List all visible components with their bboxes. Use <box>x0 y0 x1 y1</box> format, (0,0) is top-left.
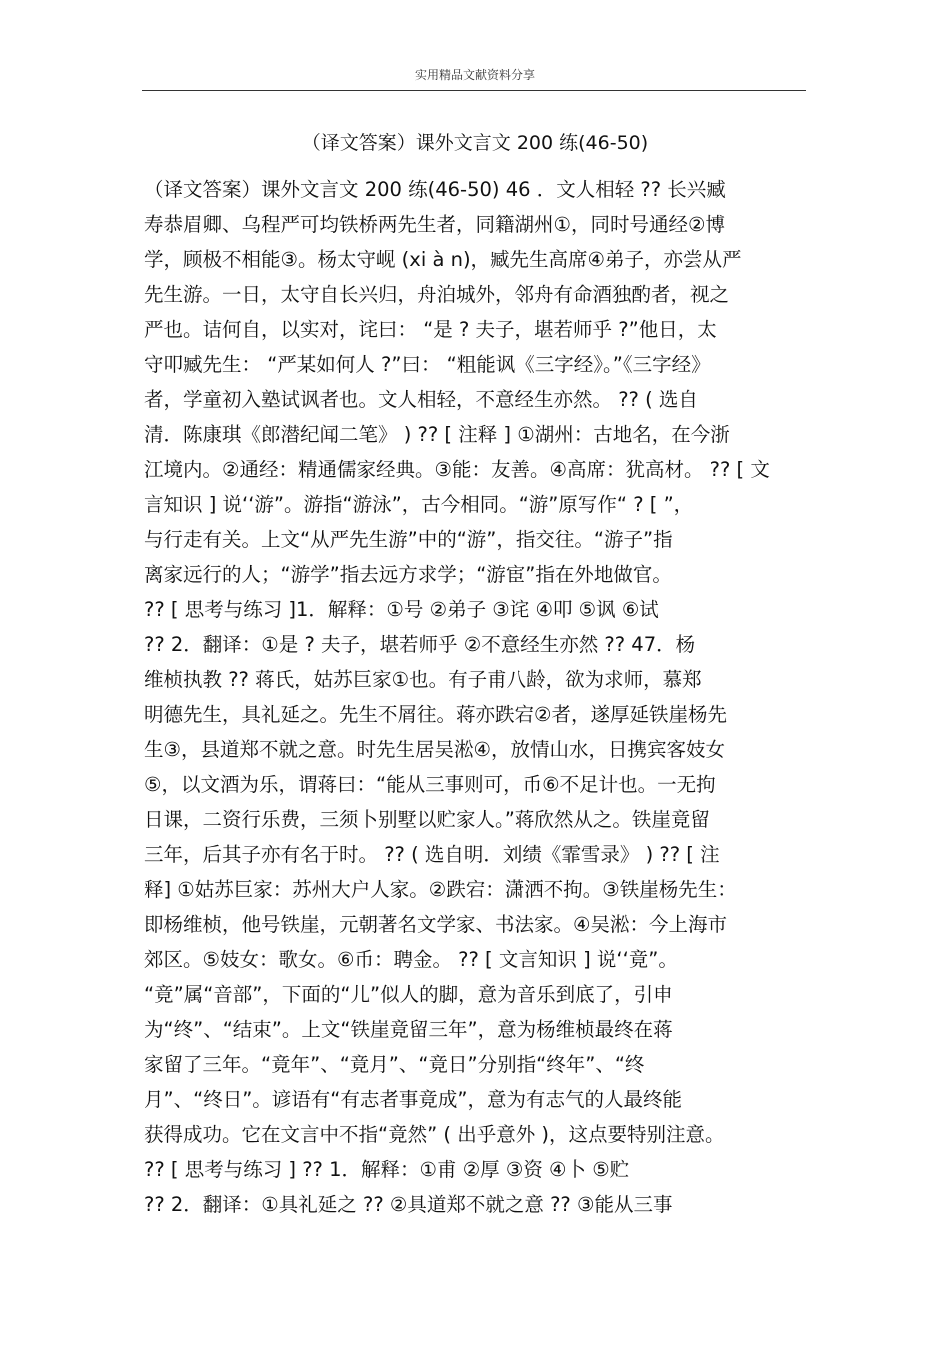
text-line: 者，学童初入塾试讽者也。文人相轻，不意经生亦然。 ?? ( 选自 <box>144 388 698 411</box>
text-line: ?? 2．翻译：①是 ? 夫子，堪若师乎 ②不意经生亦然 ?? 47．杨 <box>144 633 696 656</box>
body-text <box>144 172 814 1222</box>
text-line: 郊区。⑤妓女：歌女。⑥币：聘金。 ?? [ 文言知识 ] 说‘‘竟”。 <box>144 948 678 971</box>
text-line: 即杨维桢，他号铁崖，元朝著名文学家、书法家。④吴淞：今上海市 <box>144 913 727 936</box>
text-line: 月”、“终日”。谚语有“有志者事竟成”，意为有志气的人最终能 <box>144 1088 683 1111</box>
text-line: ⑤，以文酒为乐，谓蒋曰：“能从三事则可，币⑥不足计也。一无拘 <box>144 773 716 796</box>
text-line: 日课，二资行乐费，三须卜别墅以贮家人。”蒋欣然从之。铁崖竟留 <box>144 808 710 831</box>
text-line: 学，顾极不相能③。杨太守岘 (xi à n)，臧先生高席④弟子，亦尝从严 <box>144 248 742 271</box>
text-line: 维桢执教 ?? 蒋氏，姑苏巨家①也。有子甫八龄，欲为求师，慕郑 <box>144 668 702 691</box>
text-line: 为“终”、“结束”。上文“铁崖竟留三年”，意为杨维桢最终在蒋 <box>144 1018 673 1041</box>
text-line: 三年，后其子亦有名于时。 ?? ( 选自明．刘绩《霏雪录》 ) ?? [ 注 <box>144 843 720 866</box>
text-line: 家留了三年。“竟年”、“竟月”、“竟日”分别指“终年”、“终 <box>144 1053 645 1076</box>
document-title: （译文答案）课外文言文 200 练(46-50) <box>301 132 649 154</box>
text-line: 清．陈康琪《郎潜纪闻二笔》 ) ?? [ 注释 ] ①湖州：古地名，在今浙 <box>144 423 730 446</box>
text-line: 严也。诘何自，以实对，诧曰： “是 ? 夫子，堪若师乎 ?”他日，太 <box>144 318 717 341</box>
text-line: 先生游。一日，太守自长兴归，舟泊城外，邻舟有命酒独酌者，视之 <box>144 283 730 306</box>
text-line: ?? [ 思考与练习 ] ?? 1．解释：①甫 ②厚 ③资 ④卜 ⑤贮 <box>144 1158 630 1181</box>
text-line: 获得成功。它在文言中不指“竟然” ( 出乎意外 )，这点要特别注意。 <box>144 1123 725 1146</box>
page-header: 实用精品文献资料分享 <box>414 68 535 82</box>
text-line: 释] ①姑苏巨家：苏州大户人家。②跌宕：潇洒不拘。③铁崖杨先生： <box>144 878 737 901</box>
text-line: ?? [ 思考与练习 ]1．解释：①号 ②弟子 ③诧 ④叩 ⑤讽 ⑥试 <box>144 598 659 621</box>
text-line: 生③，县道郑不就之意。时先生居吴淞④，放情山水，日携宾客妓女 <box>144 738 725 761</box>
text-line: 与行走有关。上文“从严先生游”中的“游”，指交往。“游子”指 <box>144 528 673 551</box>
text-line: 离家远行的人；“游学”指去远方求学；“游宦”指在外地做官。 <box>144 563 672 586</box>
text-line: 寿恭眉卿、乌程严可均铁桥两先生者，同籍湖州①，同时号通经②博 <box>144 213 725 236</box>
text-line: 守叩臧先生： “严某如何人 ?”曰： “粗能讽《三字经》。”《三字经》 <box>144 353 711 376</box>
text-line: “竟”属“音部”，下面的“儿”似人的脚，意为音乐到底了，引申 <box>144 983 673 1006</box>
text-line: 江境内。②通经：精通儒家经典。③能：友善。④高席：犹高材。 ?? [ 文 <box>144 458 770 481</box>
text-line: 言知识 ] 说‘‘游”。游指“游泳”，古今相同。“游”原写作“ ? [ ”， <box>144 493 694 516</box>
header-divider <box>142 90 806 91</box>
text-line: ?? 2．翻译：①具礼延之 ?? ②具道郑不就之意 ?? ③能从三事 <box>144 1193 673 1216</box>
text-line: 明德先生，具礼延之。先生不屑往。蒋亦跌宕②者，遂厚延铁崖杨先 <box>144 703 727 726</box>
text-line: （译文答案）课外文言文 200 练(46-50) 46 ．文人相轻 ?? 长兴臧 <box>144 178 726 201</box>
